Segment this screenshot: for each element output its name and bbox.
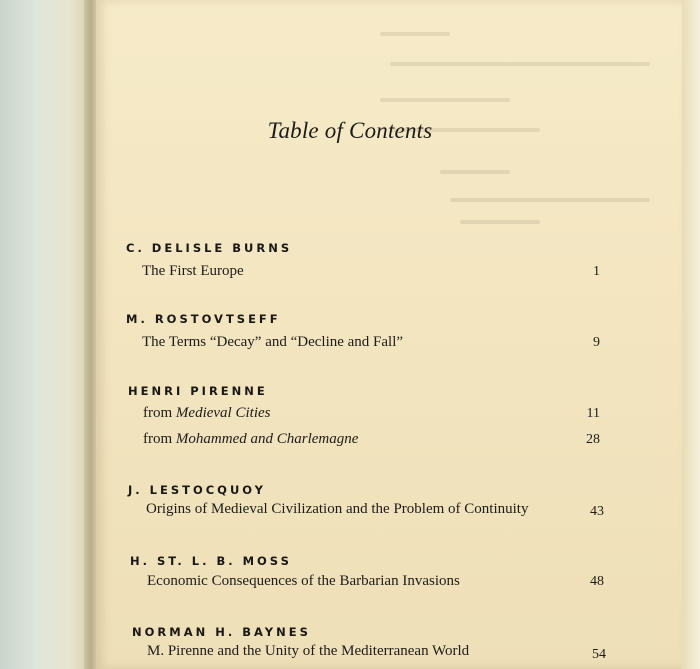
page-number: 11 [586,406,600,421]
page-number: 48 [590,574,604,589]
page-number: 54 [592,647,606,662]
chapter-title[interactable]: M. Pirenne and the Unity of the Mediterranean World [147,643,470,659]
author-name: HENRI PIRENNE [128,384,268,398]
author-name: NORMAN H. BAYNES [132,625,311,639]
page-title: Table of Contents [267,118,433,143]
chapter-title[interactable]: The First Europe [142,263,244,279]
author-name: M. ROSTOVTSEFF [126,312,281,326]
page-number: 1 [593,264,600,279]
page-number: 43 [590,504,604,519]
author-name: J. LESTOCQUOY [128,483,266,497]
page-number: 9 [593,335,600,350]
chapter-title[interactable]: Origins of Medieval Civilization and the Problem of Continuity [146,501,529,517]
page-number: 28 [586,432,600,447]
chapter-title[interactable]: Economic Consequences of the Barbarian Invasions [147,573,460,589]
chapter-title[interactable]: The Terms “Decay” and “Decline and Fall” [142,334,404,350]
author-name: H. ST. L. B. MOSS [130,554,292,568]
page-right-edge [682,0,700,669]
chapter-title[interactable]: from Mohammed and Charlemagne [143,431,359,447]
chapter-title[interactable]: from Medieval Cities [143,405,271,421]
author-name: C. DELISLE BURNS [126,241,293,255]
adjacent-page-edge [0,0,92,669]
